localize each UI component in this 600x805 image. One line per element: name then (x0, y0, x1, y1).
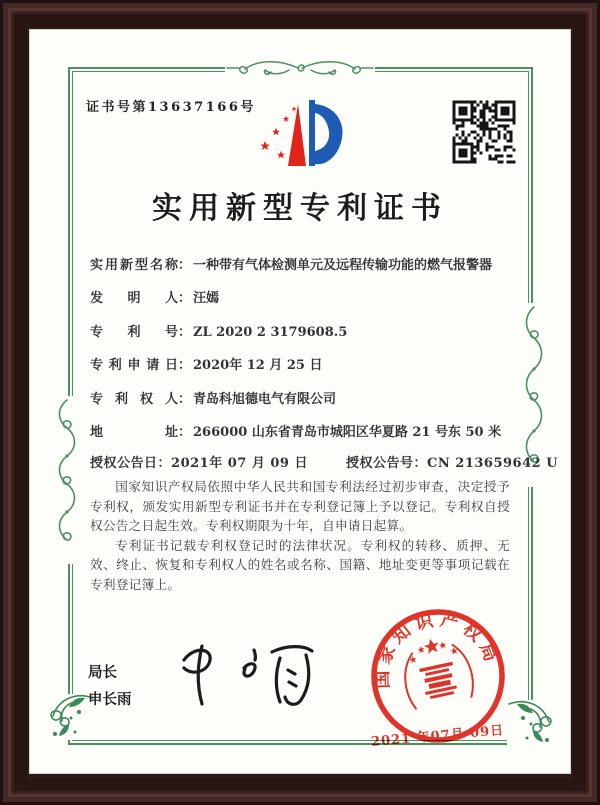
seal-text: 国家知识产权局 (371, 609, 504, 689)
cnipa-logo-icon (252, 94, 347, 178)
field-row-patentee: 专利权人： 青岛科旭德电气有限公司 (90, 388, 512, 408)
field-row-filing-date: 专利申请日： 2020年 12 月 25 日 (90, 354, 512, 374)
field-value: 2020年 12 月 25 日 (193, 358, 323, 374)
legal-paragraph-1: 国家知识产权局依照中华人民共和国专利法经过初步审查，决定授予专利权，颁发实用新型专利证书并在专利登记簿上予以登记。专利权自授权公告之日起生效。专利权期限为十年，自申请日起算。 (90, 479, 510, 534)
legal-text (90, 477, 510, 595)
grant-number: 授权公告号：CN 213659642 U (346, 456, 559, 471)
field-row-address: 地址： 266000 山东省青岛市城阳区华夏路 21 号东 50 米 (90, 421, 512, 441)
field-list (90, 254, 512, 454)
grant-date-label: 授权公告日 (90, 456, 158, 471)
legal-paragraph-2: 专利证书记载专利权登记时的法律状况。专利权的转移、质押、无效、终止、恢复和专利权人的姓名或名称、国籍、地址变更等事项记载在专利登记簿上。 (90, 537, 510, 592)
grant-date: 授权公告日：2021年 07 月 09 日 (90, 456, 308, 471)
field-value: 汪嫣 (193, 291, 220, 307)
director-signature-icon (168, 636, 333, 718)
certificate-number: 证书号第13637166号 (86, 100, 256, 115)
field-value: 一种带有气体检测单元及远程传输功能的燃气报警器 (193, 258, 493, 273)
qr-code (451, 99, 517, 165)
field-row-patent-number: 专利号： ZL 2020 2 3179608.5 (90, 321, 512, 341)
field-label: 地址 (90, 424, 178, 440)
signer-title: 局长 (88, 665, 117, 681)
field-row-name: 实用新型名称： 一种带有气体检测单元及远程传输功能的燃气报警器 (90, 254, 512, 274)
field-label: 专利申请日 (90, 358, 178, 374)
grant-number-value: CN 213659642 U (427, 456, 559, 471)
official-red-seal-icon (340, 596, 538, 766)
signer-block (88, 660, 132, 714)
field-value: 266000 山东省青岛市城阳区华夏路 21 号东 50 米 (193, 424, 502, 440)
field-label: 发明人 (90, 291, 178, 307)
field-label: 实用新型名称 (90, 258, 178, 273)
field-label: 专利号 (90, 324, 178, 340)
field-value: 青岛科旭德电气有限公司 (193, 391, 337, 407)
signer-name: 申长雨 (88, 692, 132, 708)
seal-date: 2021 年07月 09日 (370, 723, 505, 750)
grant-date-value: 2021年 07 月 09 日 (171, 456, 308, 471)
field-label: 专利权人 (90, 391, 178, 407)
field-row-inventor: 发明人： 汪嫣 (90, 287, 512, 307)
field-value: ZL 2020 2 3179608.5 (193, 324, 348, 340)
grant-number-label: 授权公告号 (346, 456, 414, 471)
certificate-title: 实用新型专利证书 (152, 191, 448, 226)
grant-row (90, 452, 559, 471)
